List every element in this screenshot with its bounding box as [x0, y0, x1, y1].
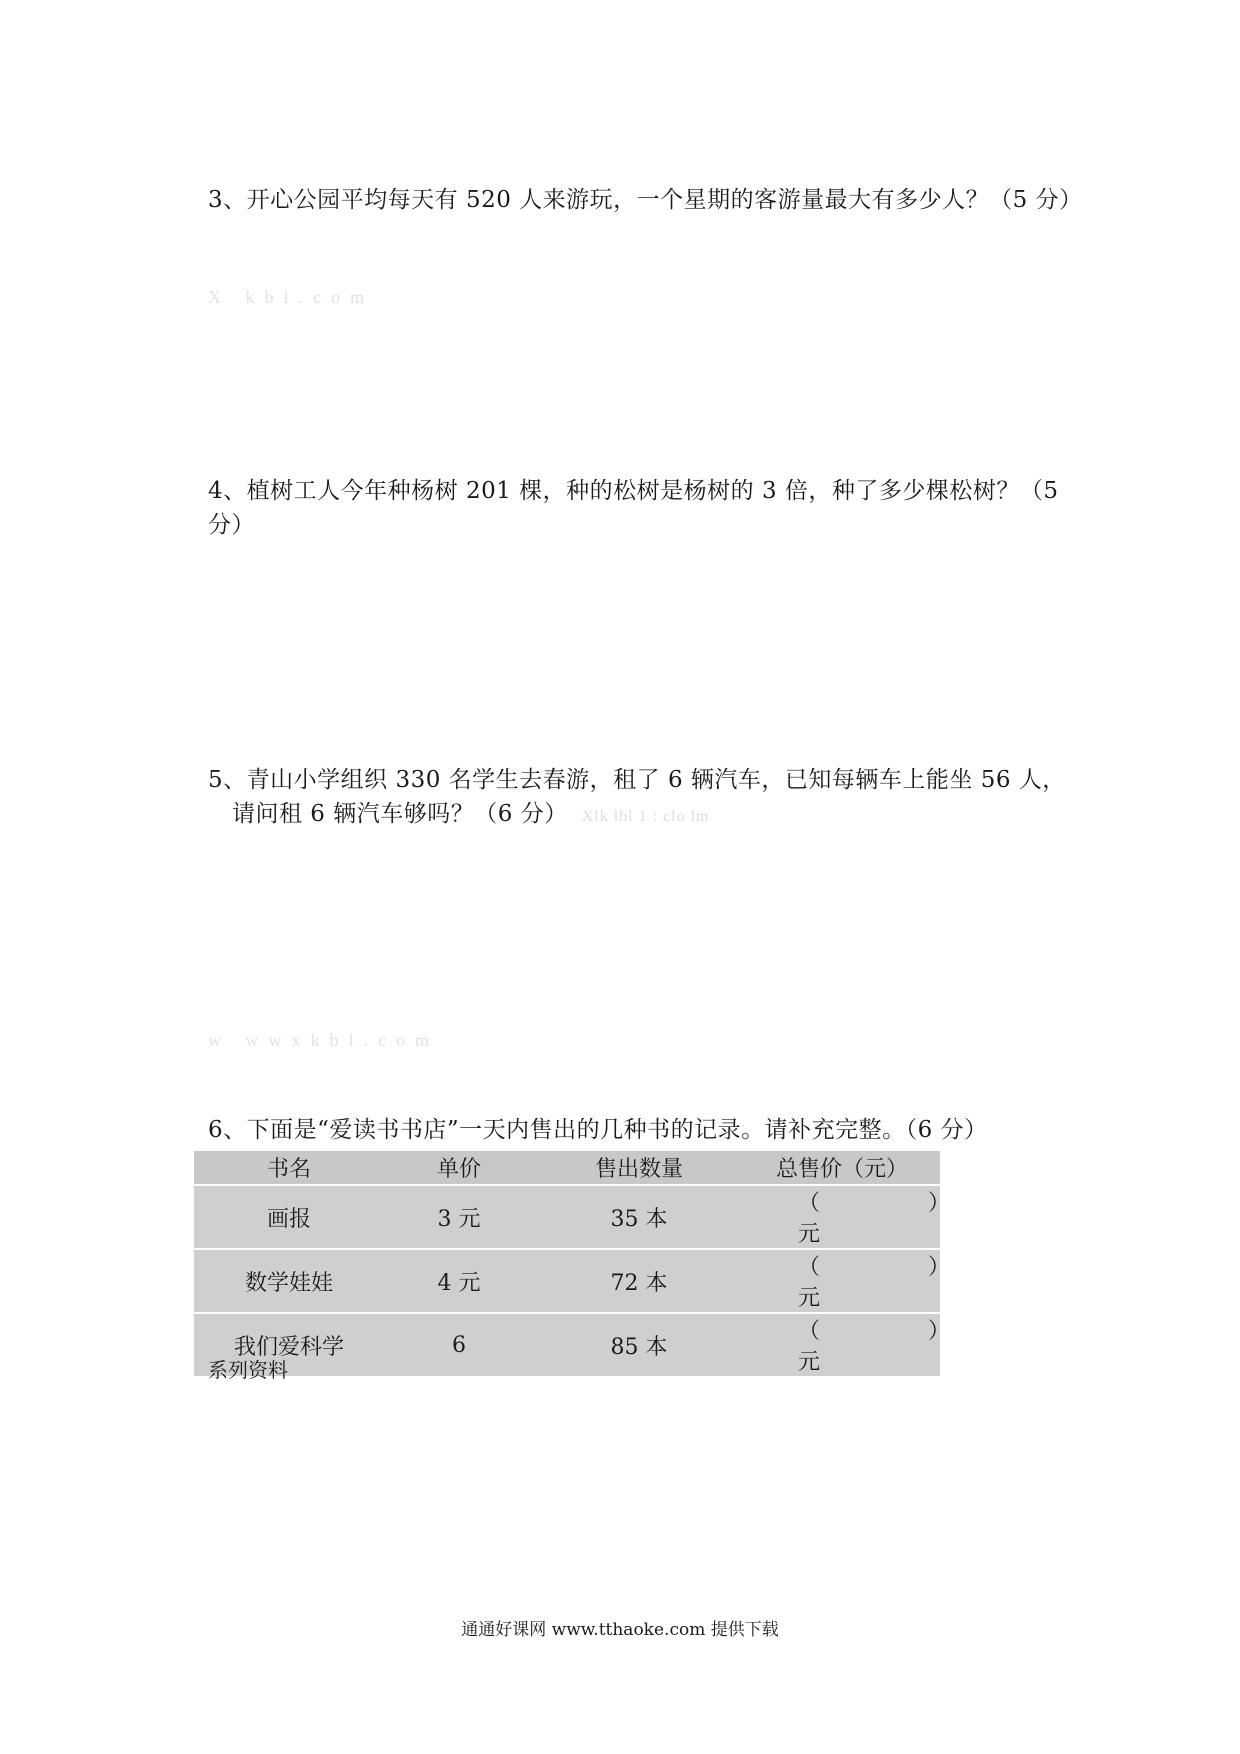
unit-price: 4 元	[384, 1249, 534, 1313]
question-4-line-1: 4、植树工人今年种杨树 201 棵，种的松树是杨树的 3 倍，种了多少棵松树？（5	[208, 478, 1059, 504]
header-total-price: 总售价（元）	[744, 1150, 940, 1185]
question-5-line-1: 5、青山小学组织 330 名学生去春游，租了 6 辆汽车，已知每辆车上能坐 56 人，	[208, 767, 1066, 793]
watermark-3: w wwxkbl.com	[208, 1030, 439, 1050]
total-price-blank	[744, 1185, 940, 1249]
header-book-name: 书名	[194, 1150, 384, 1185]
question-6	[208, 1113, 988, 1147]
total-price-blank	[744, 1313, 940, 1376]
question-6-text: 6、下面是“爱读书书店”一天内售出的几种书的记录。请补充完整。（6 分）	[208, 1117, 988, 1143]
book-name: 数学娃娃	[194, 1249, 384, 1313]
question-3	[208, 183, 1083, 217]
total-price-blank	[744, 1249, 940, 1313]
table-header-row	[194, 1150, 940, 1185]
question-4-line-2: 分）	[208, 512, 255, 538]
unit-price: 6	[384, 1313, 534, 1376]
open-bracket: （	[798, 1191, 821, 1216]
quantity-sold: 72 本	[534, 1249, 744, 1313]
question-5	[208, 763, 1066, 834]
close-bracket-unit: ）元	[798, 1191, 940, 1247]
question-4	[208, 474, 1059, 542]
page-footer: 通通好课网 www.tthaoke.com 提供下载	[461, 1620, 779, 1640]
close-bracket-unit: ）元	[798, 1255, 940, 1311]
watermark-2: Xlk lbl 1 : clo lm	[581, 808, 710, 825]
question-3-text: 3、开心公园平均每天有 520 人来游玩，一个星期的客游量最大有多少人？（5 分）	[208, 187, 1083, 213]
watermark-1: X kbl.com	[208, 287, 374, 307]
table-row	[194, 1249, 940, 1313]
quantity-sold: 35 本	[534, 1185, 744, 1249]
open-bracket: （	[798, 1319, 821, 1344]
header-unit-price: 单价	[384, 1150, 534, 1185]
series-note: 系列资料	[208, 1358, 288, 1382]
quantity-sold: 85 本	[534, 1313, 744, 1376]
question-5-line-2: 请问租 6 辆汽车够吗？（6 分）	[232, 801, 568, 827]
close-bracket-unit: ）元	[798, 1319, 940, 1375]
table-row	[194, 1185, 940, 1249]
open-bracket: （	[798, 1255, 821, 1280]
book-sales-table	[194, 1149, 940, 1376]
table-row	[194, 1313, 940, 1376]
book-name: 我们爱科学	[194, 1313, 384, 1376]
unit-price: 3 元	[384, 1185, 534, 1249]
book-name: 画报	[194, 1185, 384, 1249]
header-quantity-sold: 售出数量	[534, 1150, 744, 1185]
